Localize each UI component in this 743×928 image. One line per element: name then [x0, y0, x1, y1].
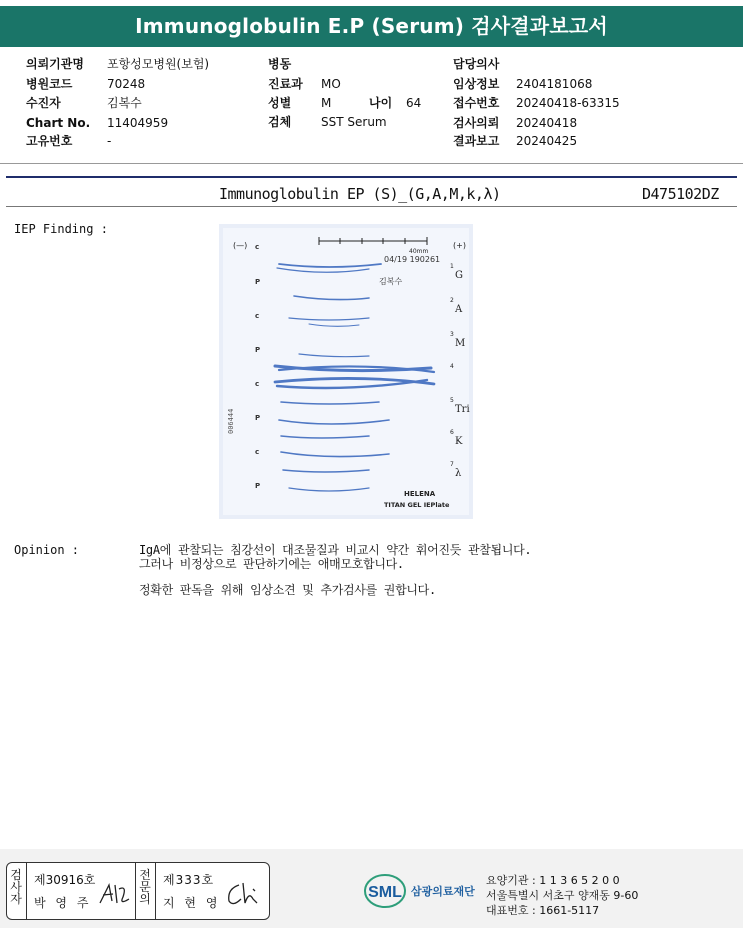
- specialist-signature: [223, 879, 261, 909]
- gel-antiserum-label: Tri: [455, 404, 470, 415]
- electrophoresis-gel-image: [219, 224, 473, 519]
- gel-antiserum-label: M: [455, 338, 466, 349]
- ward-label: 병동: [268, 57, 292, 71]
- minus-label: (—): [233, 241, 248, 250]
- institution-value: 포항성모병원(보험): [107, 57, 210, 71]
- doctor-label: 담당의사: [453, 57, 500, 71]
- section-rule: [6, 176, 737, 178]
- clinical-label: 임상정보: [453, 77, 500, 91]
- gel-antiserum-label: G: [455, 270, 463, 281]
- examiner-no: 제30916호: [34, 873, 96, 887]
- test-code: D475102DZ: [642, 185, 719, 203]
- gel-side-id: 006444: [227, 408, 235, 434]
- gel-brand: HELENA: [404, 490, 436, 498]
- test-name: Immunoglobulin EP (S)_(G,A,M,k,λ): [219, 185, 501, 203]
- chart-no-label: Chart No.: [26, 116, 91, 130]
- unique-no-value: -: [107, 134, 112, 148]
- plus-label: (+): [453, 241, 466, 250]
- chart-no-value: 11404959: [107, 116, 169, 130]
- gel-antiserum-label: A: [455, 304, 463, 315]
- gel-patient-name: 김복수: [379, 277, 403, 286]
- gel-well-mark: P: [255, 482, 261, 490]
- unique-no-label: 고유번호: [26, 134, 73, 148]
- care-institution: 요양기관 : 1 1 3 6 5 2 0 0: [486, 874, 620, 887]
- report-date: 20240425: [516, 134, 578, 148]
- gel-row-number: 5: [450, 397, 454, 404]
- gel-antiserum-label: λ: [455, 468, 462, 479]
- gel-row-number: 4: [450, 363, 454, 370]
- sml-logo-text: SML: [368, 884, 402, 901]
- divider: [0, 163, 743, 164]
- age-value: 64: [406, 96, 422, 110]
- patient-label: 수진자: [26, 96, 61, 110]
- opinion-line: 정확한 판독을 위해 임상소견 및 추가검사를 권합니다.: [139, 583, 436, 597]
- org-name: 삼광의료재단: [411, 885, 475, 898]
- gel-row-number: 3: [450, 331, 454, 338]
- gel-row-number: 7: [450, 461, 454, 468]
- specialist-no: 제333호: [163, 873, 215, 887]
- age-label: 나이: [369, 96, 393, 110]
- dept-value: MO: [321, 77, 341, 91]
- gel-well-mark: c: [255, 312, 260, 320]
- gel-well-mark: c: [255, 243, 260, 251]
- sex-label: 성별: [268, 96, 292, 110]
- scale-label: 40mm: [409, 248, 429, 255]
- org-address: 서울특별시 서초구 양재동 9-60: [486, 889, 639, 902]
- specimen-label: 검체: [268, 115, 292, 129]
- org-phone: 대표번호 : 1661-5117: [486, 904, 600, 917]
- report-title: Immunoglobulin E.P (Serum) 검사결과보고서: [0, 6, 743, 47]
- divider: [6, 206, 737, 207]
- clinical-value: 2404181068: [516, 77, 593, 91]
- gel-well-mark: P: [255, 414, 261, 422]
- gel-stamp: 04/19 190261: [384, 255, 441, 264]
- opinion-line: IgA에 관찰되는 침강선이 대조물질과 비교시 약간 휘어진듯 관찰됩니다.: [139, 543, 532, 557]
- gel-row-number: 1: [450, 263, 454, 270]
- receipt-value: 20240418-63315: [516, 96, 620, 110]
- request-label: 검사의뢰: [453, 116, 500, 130]
- gel-row-number: 6: [450, 429, 454, 436]
- specialist-label: 전 문 의: [139, 868, 151, 906]
- sex-value: M: [321, 96, 332, 110]
- gel-well-mark: P: [255, 278, 261, 286]
- examiner-name: 박 영 주: [34, 896, 92, 910]
- report-label: 결과보고: [453, 134, 500, 148]
- sml-logo: [363, 871, 407, 911]
- dept-label: 진료과: [268, 77, 303, 91]
- specialist-name: 지 현 영: [163, 896, 221, 910]
- receipt-label: 접수번호: [453, 96, 500, 110]
- finding-label: IEP Finding :: [14, 222, 108, 236]
- gel-well-mark: c: [255, 448, 260, 456]
- gel-antiserum-label: K: [455, 436, 463, 447]
- examiner-label: 검 사 자: [10, 868, 22, 906]
- patient-name: 김복수: [107, 96, 142, 110]
- specimen-value: SST Serum: [321, 115, 387, 129]
- institution-label: 의뢰기관명: [26, 57, 84, 71]
- request-date: 20240418: [516, 116, 578, 130]
- opinion-label: Opinion :: [14, 543, 80, 557]
- gel-brand-sub: TITAN GEL IEPlate: [384, 501, 450, 509]
- gel-row-number: 2: [450, 297, 454, 304]
- opinion-line: 그러나 비정상으로 판단하기에는 애매모호합니다.: [139, 557, 404, 571]
- gel-well-mark: P: [255, 346, 261, 354]
- gel-well-mark: c: [255, 380, 260, 388]
- signature-box: [6, 862, 270, 920]
- hospital-code-value: 70248: [107, 77, 146, 91]
- hospital-code-label: 병원코드: [26, 77, 73, 91]
- examiner-signature: [97, 881, 131, 907]
